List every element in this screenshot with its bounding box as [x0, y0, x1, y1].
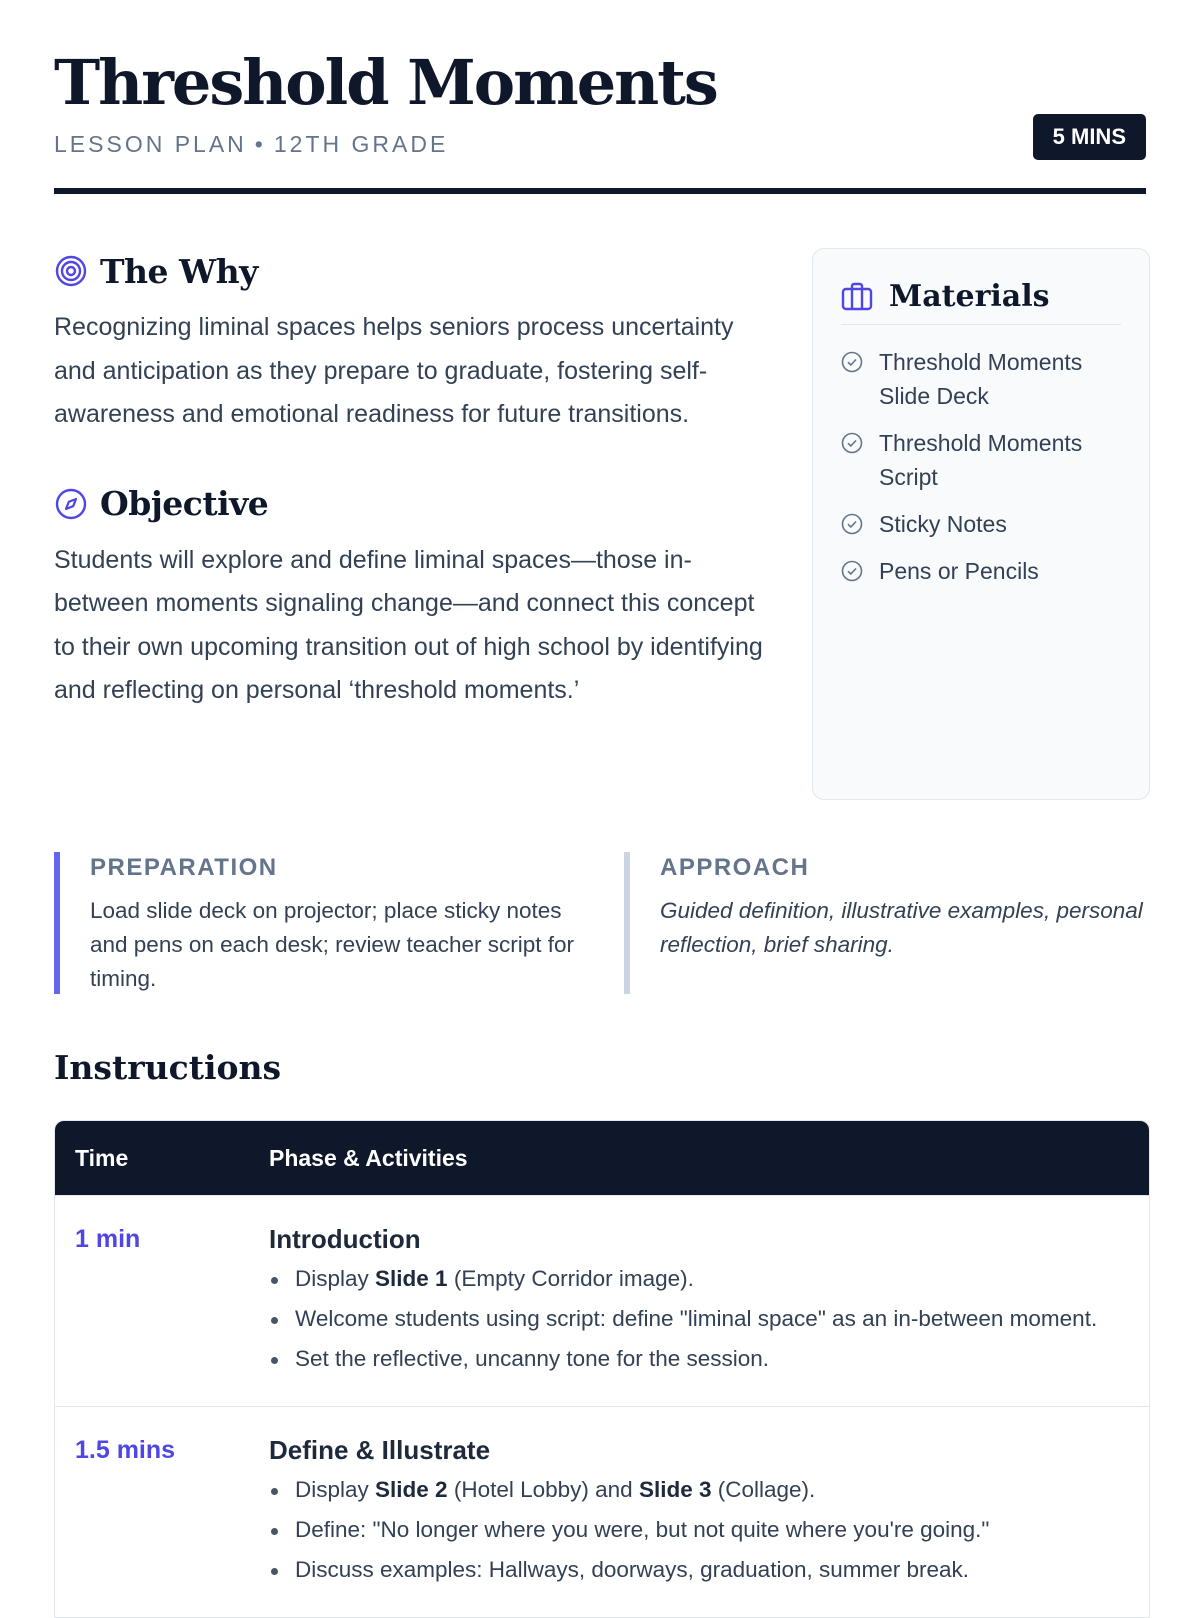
activity-item	[269, 1302, 1119, 1336]
activity-emphasis: Slide 2	[375, 1477, 448, 1502]
activity-item	[269, 1553, 1119, 1587]
check-circle-icon	[841, 507, 867, 541]
objective-title: Objective	[100, 484, 269, 523]
materials-item-label: Threshold Moments Script	[879, 430, 1083, 490]
activity-text: Discuss examples: Hallways, doorways, graduation, summer break.	[295, 1557, 970, 1582]
header	[54, 0, 1146, 194]
column-header-phase: Phase & Activities	[269, 1144, 468, 1171]
activity-emphasis: Slide 1	[375, 1266, 448, 1291]
preparation-title: PREPARATION	[90, 854, 278, 881]
subtitle-separator: •	[254, 131, 266, 157]
table-row	[55, 1195, 1149, 1406]
row-phase: Define & Illustrate	[269, 1435, 491, 1465]
materials-item-label: Pens or Pencils	[879, 558, 1039, 584]
why-title: The Why	[100, 251, 258, 291]
check-circle-icon	[841, 554, 867, 588]
activity-emphasis: Slide 3	[638, 1477, 712, 1502]
approach-callout	[624, 852, 1150, 994]
activity-item	[269, 1473, 1119, 1507]
activity-item	[269, 1262, 1119, 1296]
target-icon	[54, 254, 88, 288]
overview-column	[54, 248, 774, 713]
materials-item	[841, 345, 1121, 413]
materials-heading	[841, 275, 1121, 325]
activity-text: Set the reflective, uncanny tone for the session.	[295, 1346, 770, 1371]
row-time: 1.5 mins	[75, 1436, 176, 1464]
activity-text: (Hotel Lobby) and	[447, 1477, 639, 1502]
briefcase-icon	[841, 280, 875, 314]
activity-text: Display	[295, 1266, 376, 1291]
materials-item-label: Threshold Moments Slide Deck	[879, 349, 1083, 409]
subtitle-type: LESSON PLAN	[54, 131, 247, 157]
why-text: Recognizing liminal spaces helps seniors process uncertainty and anticipation as they prepare to graduate, fostering self-awareness and emotional readiness for future transitions.	[54, 313, 734, 428]
table-row	[55, 1406, 1149, 1617]
materials-item	[841, 426, 1121, 494]
page-title: Threshold Moments	[54, 46, 717, 119]
activity-text: (Empty Corridor image).	[447, 1266, 694, 1291]
duration-badge: 5 MINS	[1033, 114, 1146, 160]
subtitle-grade: 12TH GRADE	[273, 131, 449, 157]
callouts	[54, 852, 1150, 994]
activity-text: Define: "No longer where you were, but not quite where you're going."	[295, 1517, 990, 1542]
activity-text: Welcome students using script: define "liminal space" as an in-between moment.	[295, 1306, 1098, 1331]
activity-item	[269, 1342, 1119, 1376]
activity-text: (Collage).	[711, 1477, 816, 1502]
preparation-text: Load slide deck on projector; place sticky notes and pens on each desk; review teacher script for timing.	[90, 898, 575, 991]
instructions-table	[54, 1120, 1150, 1618]
why-heading	[54, 248, 774, 294]
materials-list	[841, 345, 1121, 588]
approach-text: Guided definition, illustrative examples, personal reflection, brief sharing.	[660, 898, 1143, 957]
row-body	[269, 1222, 1149, 1382]
activity-list	[269, 1473, 1119, 1587]
preparation-callout	[54, 852, 594, 994]
activity-list	[269, 1262, 1119, 1376]
instructions-title: Instructions	[54, 1048, 282, 1087]
materials-card	[812, 248, 1150, 800]
page-subtitle	[54, 131, 448, 158]
row-phase: Introduction	[269, 1224, 421, 1254]
check-circle-icon	[841, 426, 867, 460]
materials-title: Materials	[889, 279, 1050, 314]
objective-heading	[54, 481, 774, 527]
table-header	[55, 1121, 1149, 1195]
activity-item	[269, 1513, 1119, 1547]
row-body	[269, 1433, 1149, 1593]
objective-text: Students will explore and define liminal spaces—those in-between moments signaling change—and connect this concept to their own upcoming transition out of high school by identifying and reflecting on personal ‘threshold moments.’	[54, 545, 763, 704]
row-time: 1 min	[75, 1225, 141, 1253]
compass-icon	[54, 487, 88, 521]
column-header-time: Time	[75, 1144, 129, 1171]
materials-item	[841, 507, 1121, 541]
materials-item-label: Sticky Notes	[879, 511, 1007, 537]
activity-text: Display	[295, 1477, 376, 1502]
check-circle-icon	[841, 345, 867, 379]
approach-title: APPROACH	[660, 854, 810, 881]
materials-item	[841, 554, 1121, 588]
